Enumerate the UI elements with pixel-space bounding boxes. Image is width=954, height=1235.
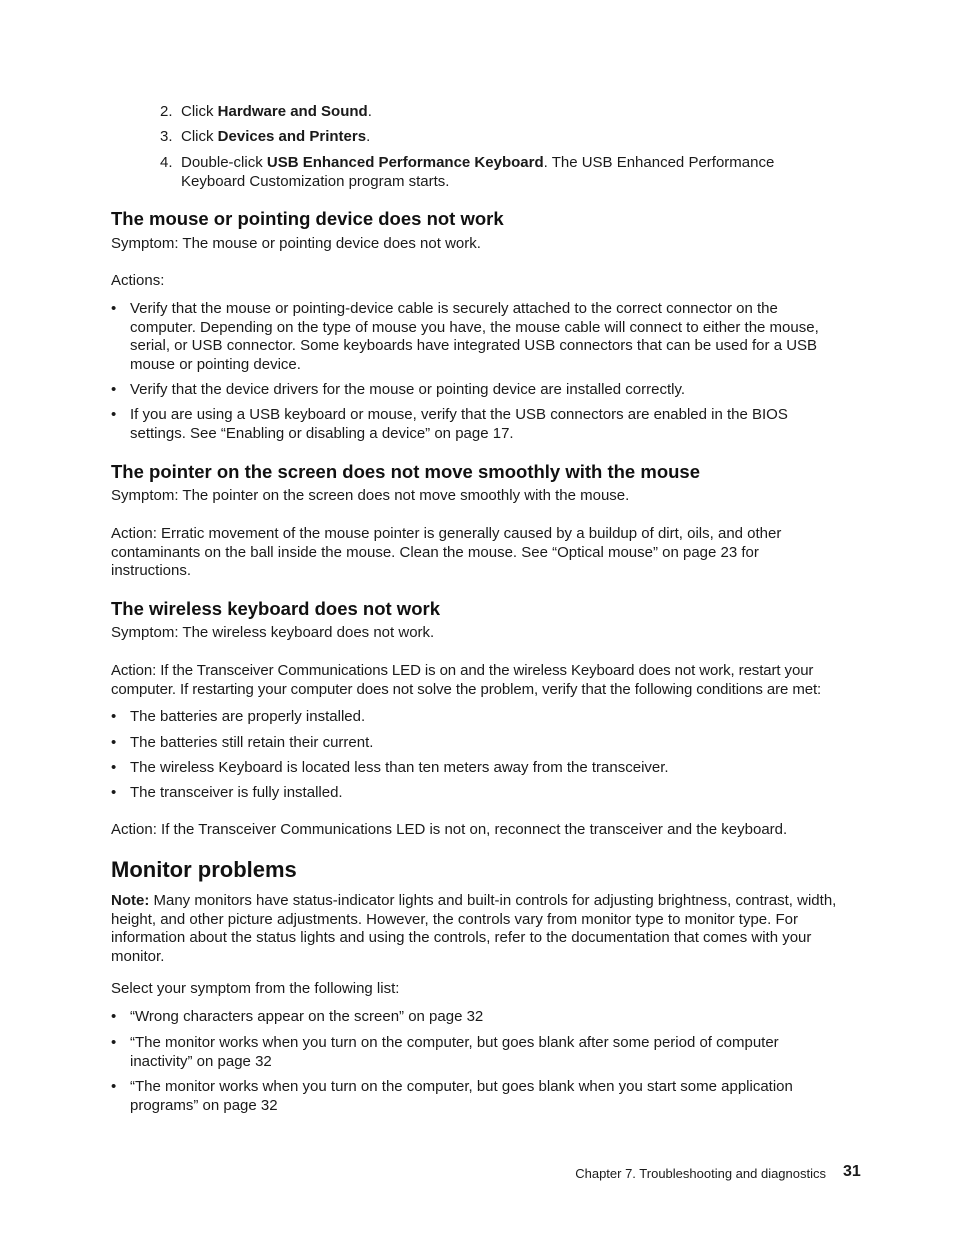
- bullet-icon: •: [111, 1008, 117, 1025]
- list-item-link[interactable]: “The monitor works when you turn on the computer, but goes blank when you start some application programs” on page 32: [130, 1078, 793, 1114]
- mouse-actions-label: Actions:: [111, 272, 165, 289]
- page-number: 31: [843, 1163, 861, 1180]
- step-number: 2.: [160, 103, 173, 120]
- list-item-link[interactable]: “Wrong characters appear on the screen” on page 32: [130, 1008, 484, 1025]
- section-heading-mouse: The mouse or pointing device does not work: [111, 208, 504, 229]
- list-item: If you are using a USB keyboard or mouse, verify that the USB connectors are enabled in the BIOS settings. See “Enabling or disabling a device” on page 17.: [130, 406, 788, 442]
- note-text: Many monitors have status-indicator lights and built-in controls for adjusting brightness, contrast, width, height, and other picture adjustments. However, the controls vary from monitor type to monitor type. For information about the status lights and using the controls, refer to the documentation that comes with your monitor.: [111, 892, 837, 965]
- list-item: The batteries are properly installed.: [130, 708, 366, 725]
- step-suffix: .: [367, 103, 372, 120]
- step-suffix: .: [366, 128, 371, 145]
- step-text: [181, 154, 811, 191]
- step-text: [181, 103, 861, 122]
- wireless-action-2: Action: If the Transceiver Communications LED is not on, reconnect the transceiver and the keyboard.: [111, 821, 788, 838]
- section-heading-pointer: The pointer on the screen does not move smoothly with the mouse: [111, 461, 700, 482]
- bullet-icon: •: [111, 759, 117, 776]
- section-heading-wireless: The wireless keyboard does not work: [111, 598, 440, 619]
- monitor-note: [111, 892, 859, 966]
- step-suffix: . The USB Enhanced Performance Keyboard Customization program starts.: [181, 154, 775, 190]
- list-item: The transceiver is fully installed.: [130, 784, 343, 801]
- mouse-symptom: Symptom: The mouse or pointing device does not work.: [111, 235, 481, 252]
- pointer-symptom: Symptom: The pointer on the screen does not move smoothly with the mouse.: [111, 487, 630, 504]
- note-label: Note:: [111, 892, 150, 909]
- step-text: [181, 128, 861, 147]
- bullet-icon: •: [111, 300, 117, 317]
- wireless-symptom: Symptom: The wireless keyboard does not work.: [111, 624, 435, 641]
- step-bold: Devices and Printers: [217, 128, 367, 145]
- bullet-icon: •: [111, 708, 117, 725]
- list-item-link[interactable]: “The monitor works when you turn on the computer, but goes blank after some period of computer inactivity” on page 32: [130, 1034, 779, 1070]
- step-prefix: Double-click: [181, 154, 267, 171]
- bullet-icon: •: [111, 1034, 117, 1051]
- footer-chapter: Chapter 7. Troubleshooting and diagnostics: [575, 1166, 826, 1181]
- bullet-icon: •: [111, 784, 117, 801]
- section-heading-monitor: Monitor problems: [111, 857, 297, 882]
- step-number: 4.: [160, 154, 173, 171]
- list-item: The batteries still retain their current.: [130, 734, 374, 751]
- list-item: Verify that the mouse or pointing-device cable is securely attached to the correct connector on the computer. Depending on the type of mouse you have, the mouse cable will connect to either the mouse, serial, or USB connector. Some keyboards have integrated USB connectors that can be used for a USB mouse or pointing device.: [130, 300, 819, 373]
- step-bold: USB Enhanced Performance Keyboard: [266, 154, 544, 171]
- bullet-icon: •: [111, 734, 117, 751]
- step-prefix: Click: [181, 128, 218, 145]
- list-item: Verify that the device drivers for the mouse or pointing device are installed correctly.: [130, 381, 685, 398]
- step-prefix: Click: [181, 103, 218, 120]
- bullet-icon: •: [111, 406, 117, 423]
- wireless-action: Action: If the Transceiver Communications LED is on and the wireless Keyboard does not work, restart your computer. If restarting your computer does not solve the problem, verify that the following conditions are met:: [111, 662, 822, 698]
- list-item: The wireless Keyboard is located less than ten meters away from the transceiver.: [130, 759, 669, 776]
- bullet-icon: •: [111, 1078, 117, 1095]
- pointer-action: Action: Erratic movement of the mouse pointer is generally caused by a buildup of dirt, oils, and other contaminants on the ball inside the mouse. Clean the mouse. See “Optical mouse” on page 23 for instructions.: [111, 525, 782, 579]
- step-bold: Hardware and Sound: [217, 103, 368, 120]
- monitor-select: Select your symptom from the following list:: [111, 980, 400, 997]
- step-number: 3.: [160, 128, 173, 145]
- bullet-icon: •: [111, 381, 117, 398]
